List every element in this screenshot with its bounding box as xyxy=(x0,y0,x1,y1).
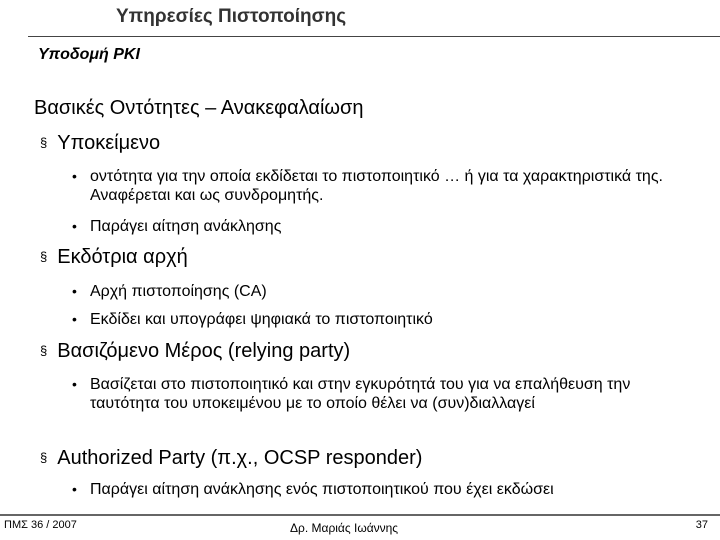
bullet-section-issuer xyxy=(40,246,188,269)
bullet-section-subject xyxy=(40,132,160,155)
sub-bullet-marker: • xyxy=(72,283,77,299)
sub-bullet-item xyxy=(72,217,692,236)
sub-bullet-item xyxy=(72,480,692,499)
sub-bullet-marker: • xyxy=(72,311,77,327)
bullet-section-title: Authorized Party (π.χ., OCSP responder) xyxy=(57,447,423,469)
sub-bullet-item xyxy=(72,282,692,301)
slide-subtitle: Υποδομή PKI xyxy=(38,46,140,63)
sub-bullet-text: οντότητα για την οποία εκδίδεται το πιστοποιητικό … ή για τα χαρακτηριστικά της. Αναφέρεται και ως συνδρομητής. xyxy=(90,168,663,204)
bullet-section-relying-party xyxy=(40,340,350,363)
footer-course: ΠΜΣ 36 / 2007 xyxy=(4,519,77,531)
bullet-section-title: Βασιζόμενο Μέρος (relying party) xyxy=(57,340,351,362)
sub-bullet-item xyxy=(72,375,692,413)
sub-bullet-marker: • xyxy=(72,481,77,497)
bullet-marker: § xyxy=(40,343,48,358)
sub-bullet-item xyxy=(72,310,692,329)
footer-author: Δρ. Μαριάς Ιωάννης xyxy=(290,521,399,535)
bullet-section-title: Εκδότρια αρχή xyxy=(57,246,188,268)
sub-bullet-text: Παράγει αίτηση ανάκλησης xyxy=(90,218,282,235)
slide-heading: Βασικές Οντότητες – Ανακεφαλαίωση xyxy=(34,97,364,119)
bullet-marker: § xyxy=(40,249,48,264)
sub-bullet-marker: • xyxy=(72,218,77,234)
bullet-marker: § xyxy=(40,135,48,150)
bullet-section-authorized-party xyxy=(40,447,422,470)
sub-bullet-text: Αρχή πιστοποίησης (CA) xyxy=(90,283,267,300)
sub-bullet-text: Παράγει αίτηση ανάκλησης ενός πιστοποιητικού που έχει εκδώσει xyxy=(90,481,554,498)
sub-bullet-text: Εκδίδει και υπογράφει ψηφιακά το πιστοποιητικό xyxy=(90,311,433,328)
sub-bullet-marker: • xyxy=(72,168,77,184)
sub-bullet-marker: • xyxy=(72,376,77,392)
page-number: 37 xyxy=(695,519,708,531)
bullet-section-title: Υποκείμενο xyxy=(57,132,161,154)
bullet-marker: § xyxy=(40,450,48,465)
footer-divider xyxy=(0,514,720,516)
header-title: Υπηρεσίες Πιστοποίησης xyxy=(116,6,347,27)
sub-bullet-item xyxy=(72,167,692,205)
sub-bullet-text: Βασίζεται στο πιστοποιητικό και στην εγκυρότητά του για να επαλήθευση την ταυτότητα του υποκειμένου με το οποίο θέλει να (συν)διαλλαγεί xyxy=(90,376,631,412)
